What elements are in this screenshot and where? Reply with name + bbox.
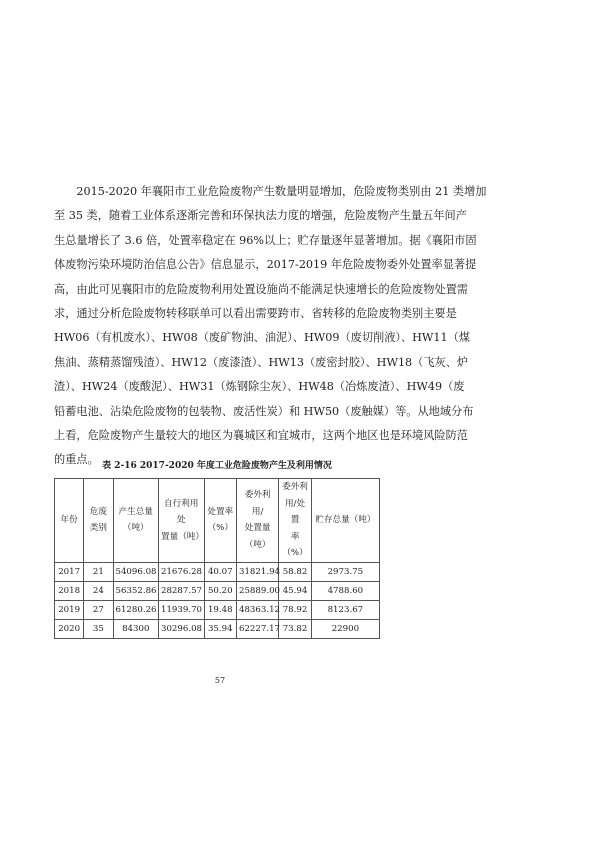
cell: 50.20 xyxy=(204,581,237,600)
cell: 56352.86 xyxy=(113,581,159,600)
cell: 2018 xyxy=(55,581,84,600)
header-outsourced: 委外利用/ 处置量 （吨） xyxy=(237,479,279,563)
cell: 19.48 xyxy=(204,600,237,619)
cell: 45.94 xyxy=(279,581,312,600)
table-row xyxy=(55,600,380,619)
cell: 2017 xyxy=(55,562,84,581)
paragraph-line: 渣）、HW24（废酸泥）、HW31（炼钢除尘灰）、HW48（冶炼废渣）、HW49（废 xyxy=(54,380,465,394)
cell: 25889.00 xyxy=(237,581,279,600)
cell: 31821.94 xyxy=(237,562,279,581)
paragraph-line: 上看，危险废物产生量较大的地区为襄城区和宜城市，这两个地区也是环境风险防范 xyxy=(54,429,468,443)
body-paragraph xyxy=(54,180,487,473)
cell: 24 xyxy=(84,581,113,600)
cell: 35 xyxy=(84,619,113,638)
header-total: 产生总量 （吨） xyxy=(113,479,159,563)
cell: 84300 xyxy=(113,619,159,638)
paragraph-line: 的重点。 xyxy=(54,453,99,467)
cell: 78.92 xyxy=(279,600,312,619)
cell: 48363.12 xyxy=(237,600,279,619)
table-row xyxy=(55,562,380,581)
paragraph-line: 焦油、蒸精蒸馏残渣）、HW12（废漆渣）、HW13（废密封胶）、HW18（飞灰、炉 xyxy=(54,355,469,369)
cell: 58.82 xyxy=(279,562,312,581)
cell: 28287.57 xyxy=(159,581,205,600)
hazardous-waste-table xyxy=(54,478,380,639)
header-self-use: 自行利用处 置量（吨） xyxy=(159,479,205,563)
cell: 22900 xyxy=(311,619,379,638)
table-caption: 表 2-16 2017-2020 年度工业危险废物产生及利用情况 xyxy=(102,461,332,471)
cell: 40.07 xyxy=(204,562,237,581)
table-header-row xyxy=(55,479,380,563)
cell: 2019 xyxy=(55,600,84,619)
paragraph-line: 高，由此可见襄阳市的危险废物利用处置设施尚不能满足快速增长的危险废物处置需 xyxy=(54,282,468,296)
paragraph-line: 求，通过分析危险废物转移联单可以看出需要跨市、省转移的危险废物类别主要是 xyxy=(54,307,457,321)
paragraph-line: 体废物污染环境防治信息公告》信息显示，2017-2019 年危险废物委外处置率显著提 xyxy=(54,258,477,272)
page-number: 57 xyxy=(214,676,226,685)
cell: 2020 xyxy=(55,619,84,638)
cell: 30296.08 xyxy=(159,619,205,638)
paragraph-line: HW06（有机废水）、HW08（废矿物油、油泥）、HW09（废切削液）、HW11（煤 xyxy=(54,331,471,345)
cell: 8123.67 xyxy=(311,600,379,619)
cell: 4788.60 xyxy=(311,581,379,600)
header-outsourced-rate: 委外利 用/处置 率（%） xyxy=(279,479,312,563)
cell: 2973.75 xyxy=(311,562,379,581)
cell: 11939.70 xyxy=(159,600,205,619)
cell: 21 xyxy=(84,562,113,581)
paragraph-line: 至 35 类，随着工业体系逐渐完善和环保执法力度的增强，危险废物产生量五年间产 xyxy=(54,209,467,223)
cell: 35.94 xyxy=(204,619,237,638)
paragraph-line: 铅蓄电池、沾染危险废物的包装物、废活性炭）和 HW50（废触媒）等。从地域分布 xyxy=(54,404,474,418)
cell: 27 xyxy=(84,600,113,619)
cell: 61280.26 xyxy=(113,600,159,619)
paragraph-line: 生总量增长了 3.6 倍，处置率稳定在 96%以上；贮存量逐年显著增加。据《襄阳市固 xyxy=(54,233,477,247)
table-row xyxy=(55,581,380,600)
table-row xyxy=(55,619,380,638)
paragraph-line: 2015-2020 年襄阳市工业危险废物产生数量明显增加，危险废物类别由 21 类增加 xyxy=(54,185,487,198)
cell: 62227.17 xyxy=(237,619,279,638)
header-category: 危废 类别 xyxy=(84,479,113,563)
cell: 54096.08 xyxy=(113,562,159,581)
header-year: 年份 xyxy=(55,479,84,563)
cell: 73.82 xyxy=(279,619,312,638)
cell: 21676.28 xyxy=(159,562,205,581)
header-storage: 贮存总量（吨） xyxy=(311,479,379,563)
header-disposal-rate: 处置率 （%） xyxy=(204,479,237,563)
